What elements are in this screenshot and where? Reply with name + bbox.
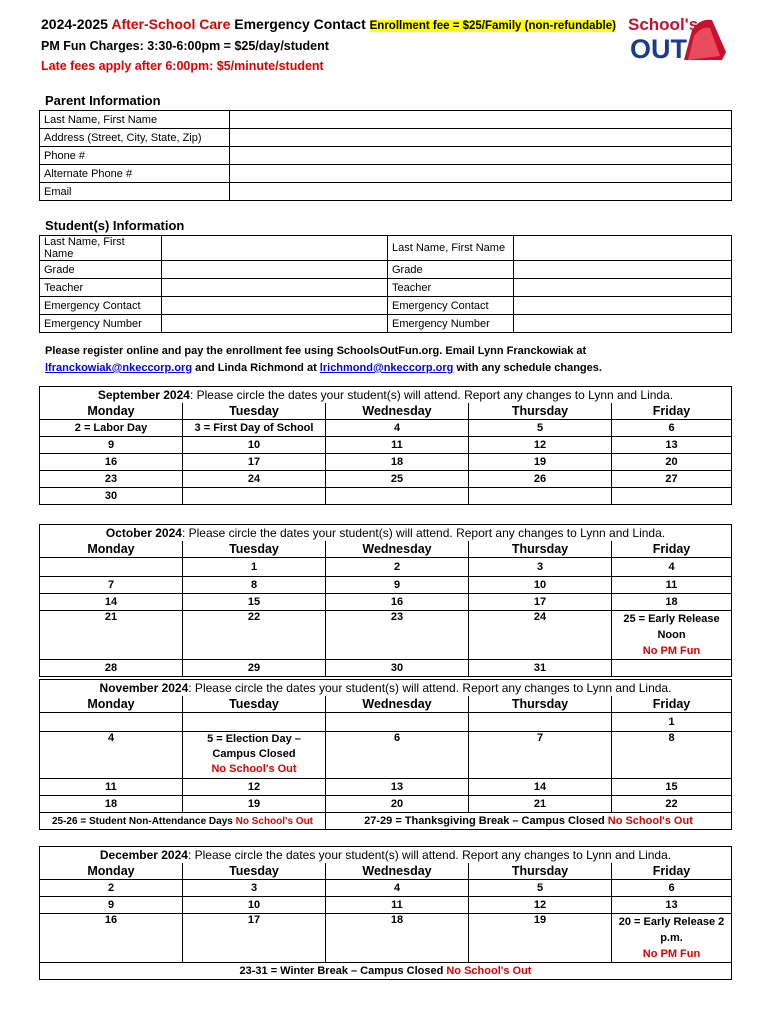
date-cell[interactable]: 30 xyxy=(40,488,183,505)
no-school-label: No School's Out xyxy=(607,815,693,827)
date-cell[interactable]: 11 xyxy=(612,577,732,594)
student2-field-contact: Emergency Contact xyxy=(388,297,514,315)
date-cell[interactable]: 7 xyxy=(469,732,612,779)
date-cell[interactable]: 28 xyxy=(40,660,183,677)
calendar-december xyxy=(39,846,732,980)
student2-input-teacher[interactable] xyxy=(514,279,732,297)
winter-break-text: 23-31 = Winter Break – Campus Closed xyxy=(239,965,447,977)
date-cell[interactable]: 26 xyxy=(469,471,612,488)
date-cell[interactable]: 18 xyxy=(326,454,469,471)
student1-input-grade[interactable] xyxy=(162,261,388,279)
no-pm-fun-label: No PM Fun xyxy=(642,645,701,657)
campus-closed-label: Campus Closed xyxy=(212,748,296,760)
student2-input-grade[interactable] xyxy=(514,261,732,279)
date-cell[interactable]: 11 xyxy=(326,897,469,914)
winter-break-note xyxy=(40,963,732,980)
date-cell[interactable]: 1 xyxy=(183,558,326,577)
date-cell[interactable]: 14 xyxy=(469,779,612,796)
empty-cell xyxy=(183,488,326,505)
date-cell[interactable]: 6 xyxy=(612,880,732,897)
date-cell[interactable]: 7 xyxy=(40,577,183,594)
date-cell[interactable]: 1 xyxy=(612,713,732,732)
parent-field-name: Last Name, First Name xyxy=(40,111,230,129)
dec-month: December 2024 xyxy=(99,848,188,862)
oct-instructions: : Please circle the dates your student(s) will attend. Report any changes to Lynn and Linda. xyxy=(181,526,666,540)
student2-input-number[interactable] xyxy=(514,315,732,333)
dec-title-row xyxy=(40,847,732,864)
date-cell[interactable]: 19 xyxy=(469,454,612,471)
sep-instructions: : Please circle the dates your student(s) will attend. Report any changes to Lynn and Linda. xyxy=(189,388,674,402)
nov-day-mon: Monday xyxy=(40,696,183,713)
parent-input-email[interactable] xyxy=(230,183,732,201)
calendar-november xyxy=(39,679,732,830)
date-cell[interactable]: 17 xyxy=(183,454,326,471)
note-text-2: and Linda Richmond at xyxy=(192,362,320,374)
no-school-label: No School's Out xyxy=(235,815,314,827)
date-cell[interactable]: 9 xyxy=(40,897,183,914)
calendar-september xyxy=(39,386,732,505)
non-attendance-text: 25-26 = Student Non-Attendance Days xyxy=(51,815,236,827)
date-cell[interactable]: 16 xyxy=(40,454,183,471)
date-cell[interactable]: 17 xyxy=(183,914,326,963)
email-link-lynn[interactable]: lfranckowiak@nkeccorp.org xyxy=(45,362,193,374)
dec-day-mon: Monday xyxy=(40,863,183,880)
oct-day-tue: Tuesday xyxy=(183,541,326,558)
date-cell[interactable]: 4 xyxy=(326,420,469,437)
empty-cell xyxy=(612,488,732,505)
sep-day-tue: Tuesday xyxy=(183,403,326,420)
empty-cell xyxy=(469,488,612,505)
date-cell[interactable]: 30 xyxy=(326,660,469,677)
year-text: 2024-2025 xyxy=(41,16,112,32)
empty-cell xyxy=(612,660,732,677)
thanksgiving-text: 27-29 = Thanksgiving Break – Campus Closed xyxy=(364,815,608,827)
date-cell[interactable]: 6 xyxy=(612,420,732,437)
date-cell[interactable]: 31 xyxy=(469,660,612,677)
date-cell[interactable]: 9 xyxy=(326,577,469,594)
oct-title-row xyxy=(40,525,732,542)
oct-day-wed: Wednesday xyxy=(326,541,469,558)
date-cell[interactable]: 14 xyxy=(40,594,183,611)
dec-day-fri: Friday xyxy=(612,863,732,880)
date-cell[interactable]: 21 xyxy=(40,611,183,660)
note-text-3: with any schedule changes. xyxy=(453,362,602,374)
student2-field-teacher: Teacher xyxy=(388,279,514,297)
nov-instructions: : Please circle the dates your student(s) will attend. Report any changes to Lynn and Linda. xyxy=(188,681,672,695)
sep-day-wed: Wednesday xyxy=(326,403,469,420)
oct-day-fri: Friday xyxy=(612,541,732,558)
student2-field-number: Emergency Number xyxy=(388,315,514,333)
date-cell[interactable]: 16 xyxy=(326,594,469,611)
dec-day-wed: Wednesday xyxy=(326,863,469,880)
early-release-label: 20 = Early Release 2 p.m. xyxy=(618,916,725,944)
parent-field-address: Address (Street, City, State, Zip) xyxy=(40,129,230,147)
date-cell[interactable]: 11 xyxy=(326,437,469,454)
empty-cell xyxy=(326,713,469,732)
student-table xyxy=(39,235,732,333)
no-school-label: No School's Out xyxy=(211,763,297,775)
date-cell[interactable]: 2 = Labor Day xyxy=(40,420,183,437)
empty-cell xyxy=(326,488,469,505)
date-cell[interactable]: 22 xyxy=(612,796,732,813)
date-cell[interactable]: 23 xyxy=(326,611,469,660)
date-cell[interactable]: 23 xyxy=(40,471,183,488)
date-cell[interactable]: 12 xyxy=(183,779,326,796)
date-cell[interactable]: 29 xyxy=(183,660,326,677)
date-cell[interactable]: 27 xyxy=(612,471,732,488)
logo-line1: School's xyxy=(628,15,699,34)
parent-section-title: Parent Information xyxy=(45,93,161,108)
empty-cell xyxy=(40,713,183,732)
student-section-title: Student(s) Information xyxy=(45,218,185,233)
oct-day-mon: Monday xyxy=(40,541,183,558)
date-cell[interactable]: 20 xyxy=(612,454,732,471)
nov-day-fri: Friday xyxy=(612,696,732,713)
enrollment-fee: Enrollment fee = $25/Family (non-refundable) xyxy=(369,20,616,32)
empty-cell xyxy=(183,713,326,732)
calendar-october xyxy=(39,524,732,677)
date-cell[interactable]: 16 xyxy=(40,914,183,963)
date-cell[interactable]: 18 xyxy=(40,796,183,813)
pm-fun-charges: PM Fun Charges: 3:30-6:00pm = $25/day/student xyxy=(41,39,329,53)
oct-day-thu: Thursday xyxy=(469,541,612,558)
early-release-label: 25 = Early Release Noon xyxy=(623,613,720,641)
date-cell[interactable]: 15 xyxy=(612,779,732,796)
no-school-label: No School's Out xyxy=(446,965,532,977)
empty-cell xyxy=(469,713,612,732)
election-day-label: 5 = Election Day – xyxy=(207,733,301,745)
schools-out-logo xyxy=(622,12,730,64)
date-cell[interactable]: 25 xyxy=(326,471,469,488)
date-cell[interactable]: 11 xyxy=(40,779,183,796)
date-cell[interactable] xyxy=(612,914,732,963)
parent-table xyxy=(39,110,732,201)
email-link-linda[interactable]: lrichmond@nkeccorp.org xyxy=(319,362,454,374)
student2-field-name: Last Name, First Name xyxy=(388,236,514,261)
date-cell[interactable]: 4 xyxy=(326,880,469,897)
note-text-1: Please register online and pay the enrollment fee using SchoolsOutFun.org. Email Lynn Franckowiak at xyxy=(45,345,587,357)
student2-field-grade: Grade xyxy=(388,261,514,279)
date-cell[interactable]: 17 xyxy=(469,594,612,611)
date-cell[interactable] xyxy=(612,611,732,660)
date-cell[interactable]: 21 xyxy=(469,796,612,813)
date-cell[interactable]: 8 xyxy=(612,732,732,779)
parent-input-alt-phone[interactable] xyxy=(230,165,732,183)
student1-field-contact: Emergency Contact xyxy=(40,297,162,315)
date-cell[interactable]: 2 xyxy=(40,880,183,897)
student1-input-contact[interactable] xyxy=(162,297,388,315)
thanksgiving-note xyxy=(326,813,732,830)
parent-input-address[interactable] xyxy=(230,129,732,147)
registration-note xyxy=(45,343,602,377)
student1-input-name[interactable] xyxy=(162,236,388,261)
date-cell[interactable]: 9 xyxy=(40,437,183,454)
dec-day-tue: Tuesday xyxy=(183,863,326,880)
nov-day-wed: Wednesday xyxy=(326,696,469,713)
nov-month: November 2024 xyxy=(99,681,189,695)
date-cell[interactable]: 18 xyxy=(326,914,469,963)
late-fees: Late fees apply after 6:00pm: $5/minute/student xyxy=(41,59,324,73)
dec-day-thu: Thursday xyxy=(469,863,612,880)
date-cell[interactable]: 24 xyxy=(183,471,326,488)
date-cell[interactable]: 10 xyxy=(183,437,326,454)
student1-field-grade: Grade xyxy=(40,261,162,279)
date-cell[interactable]: 4 xyxy=(612,558,732,577)
sep-month: September 2024 xyxy=(97,388,190,402)
non-attendance-note xyxy=(40,813,326,830)
date-cell[interactable]: 24 xyxy=(469,611,612,660)
parent-input-name[interactable] xyxy=(230,111,732,129)
form-name: Emergency Contact xyxy=(230,16,370,32)
dec-instructions: : Please circle the dates your student(s) will attend. Report any changes to Lynn and Linda. xyxy=(187,848,672,862)
date-cell[interactable]: 10 xyxy=(469,577,612,594)
date-cell[interactable]: 22 xyxy=(183,611,326,660)
date-cell[interactable]: 6 xyxy=(326,732,469,779)
empty-cell xyxy=(40,558,183,577)
date-cell[interactable]: 2 xyxy=(326,558,469,577)
parent-input-phone[interactable] xyxy=(230,147,732,165)
date-cell[interactable]: 10 xyxy=(183,897,326,914)
logo-line2: OUT xyxy=(630,34,687,64)
nov-day-thu: Thursday xyxy=(469,696,612,713)
date-cell[interactable]: 18 xyxy=(612,594,732,611)
sep-day-mon: Monday xyxy=(40,403,183,420)
date-cell[interactable]: 5 xyxy=(469,880,612,897)
student1-input-number[interactable] xyxy=(162,315,388,333)
date-cell[interactable]: 20 xyxy=(326,796,469,813)
form-header xyxy=(41,14,641,76)
student2-input-name[interactable] xyxy=(514,236,732,261)
oct-month: October 2024 xyxy=(105,526,182,540)
date-cell[interactable]: 3 xyxy=(469,558,612,577)
student1-field-teacher: Teacher xyxy=(40,279,162,297)
date-cell[interactable]: 19 xyxy=(469,914,612,963)
student1-field-name: Last Name, First Name xyxy=(40,236,162,261)
no-pm-fun-label: No PM Fun xyxy=(642,948,701,960)
date-cell[interactable]: 8 xyxy=(183,577,326,594)
form-title xyxy=(41,14,641,36)
date-cell[interactable]: 12 xyxy=(469,897,612,914)
student2-input-contact[interactable] xyxy=(514,297,732,315)
date-cell[interactable]: 3 xyxy=(183,880,326,897)
student1-field-number: Emergency Number xyxy=(40,315,162,333)
parent-field-email: Email xyxy=(40,183,230,201)
parent-field-alt-phone: Alternate Phone # xyxy=(40,165,230,183)
parent-field-phone: Phone # xyxy=(40,147,230,165)
date-cell[interactable]: 4 xyxy=(40,732,183,779)
date-cell[interactable]: 13 xyxy=(612,897,732,914)
date-cell[interactable]: 3 = First Day of School xyxy=(183,420,326,437)
sep-day-thu: Thursday xyxy=(469,403,612,420)
date-cell[interactable]: 15 xyxy=(183,594,326,611)
date-cell[interactable]: 13 xyxy=(326,779,469,796)
date-cell[interactable]: 19 xyxy=(183,796,326,813)
sep-title-row xyxy=(40,387,732,404)
date-cell[interactable]: 12 xyxy=(469,437,612,454)
date-cell[interactable]: 5 xyxy=(469,420,612,437)
nov-title-row xyxy=(40,680,732,697)
nov-day-tue: Tuesday xyxy=(183,696,326,713)
date-cell[interactable] xyxy=(183,732,326,779)
sep-day-fri: Friday xyxy=(612,403,732,420)
date-cell[interactable]: 13 xyxy=(612,437,732,454)
program-name: After-School Care xyxy=(111,16,231,32)
student1-input-teacher[interactable] xyxy=(162,279,388,297)
